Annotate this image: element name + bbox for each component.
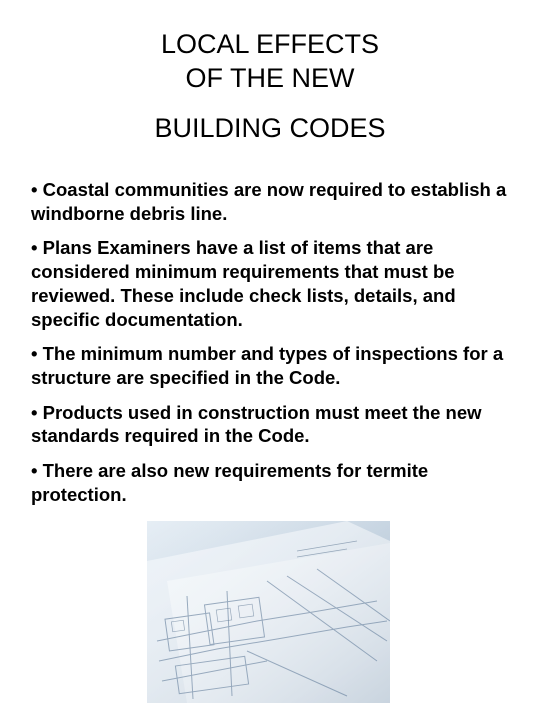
bullet-item: • Plans Examiners have a list of items that are considered minimum requirements that must be reviewed. These include check lists, details, and specific documentation. xyxy=(31,237,456,330)
blueprint-photo xyxy=(147,521,390,703)
slide-title-line-3: BUILDING CODES xyxy=(154,113,386,143)
blueprint-drawing-icon xyxy=(147,521,390,703)
bullet-list xyxy=(31,178,511,517)
bullet-item: • The minimum number and types of inspections for a structure are specified in the Code. xyxy=(31,343,504,388)
bullet-item: • Products used in construction must meet the new standards required in the Code. xyxy=(31,401,482,447)
slide-title-line-1: LOCAL EFFECTS xyxy=(160,29,380,59)
slide-title-line-2: OF THE NEW xyxy=(185,63,355,93)
bullet-item: • Coastal communities are now required to establish a windborne debris line. xyxy=(31,179,507,224)
bullet-item: • There are also new requirements for termite protection. xyxy=(31,460,429,505)
